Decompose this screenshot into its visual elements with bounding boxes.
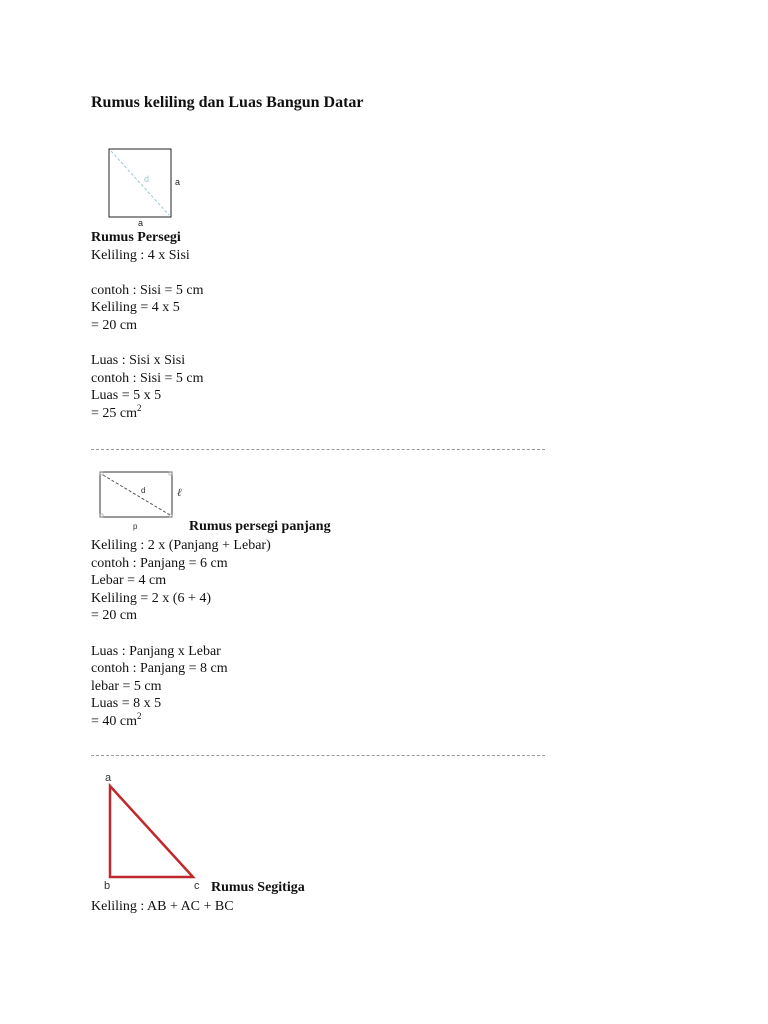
persegi-line: Keliling : 4 x Sisi <box>91 247 190 263</box>
page-title: Rumus keliling dan Luas Bangun Datar <box>91 94 364 111</box>
persegi-panjang-line <box>91 625 271 643</box>
segitiga-line: Keliling : AB + AC + BC <box>91 899 234 914</box>
square-side-right-label: a <box>175 177 181 187</box>
persegi-panjang-line: Luas : Panjang x Lebar <box>91 643 221 659</box>
persegi-result <box>91 402 204 423</box>
square-side-bottom-label: a <box>138 218 144 228</box>
square-diagonal-label: d <box>144 174 150 184</box>
segitiga-heading: Rumus Segitiga <box>211 880 305 895</box>
persegi-panjang-line: Keliling = 2 x (6 + 4) <box>91 590 211 606</box>
persegi-panjang-line: contoh : Panjang = 6 cm <box>91 555 228 571</box>
rectangle-diagonal-label: d <box>141 486 146 495</box>
persegi-line <box>91 264 204 282</box>
persegi-result-sup: 2 <box>137 402 142 413</box>
square-figure <box>100 140 200 230</box>
persegi-panjang-result-text: = 40 cm <box>91 713 137 729</box>
persegi-panjang-section <box>91 537 271 731</box>
persegi-panjang-line: Keliling : 2 x (Panjang + Lebar) <box>91 538 271 553</box>
persegi-panjang-heading: Rumus persegi panjang <box>189 519 331 534</box>
rectangle-figure <box>94 466 194 536</box>
separator <box>91 755 545 756</box>
persegi-line <box>91 335 204 353</box>
persegi-heading: Rumus Persegi <box>91 230 181 245</box>
triangle-figure <box>100 768 212 892</box>
persegi-panjang-result <box>91 710 271 731</box>
persegi-panjang-line: lebar = 5 cm <box>91 678 162 694</box>
persegi-panjang-line: Luas = 8 x 5 <box>91 696 162 712</box>
persegi-line: Keliling = 4 x 5 <box>91 300 180 316</box>
triangle-vertex-b-label: b <box>104 880 111 892</box>
persegi-line: Luas = 5 x 5 <box>91 388 162 404</box>
persegi-line: contoh : Sisi = 5 cm <box>91 282 204 298</box>
separator <box>91 449 545 450</box>
persegi-panjang-line: = 20 cm <box>91 608 137 624</box>
persegi-line: contoh : Sisi = 5 cm <box>91 370 204 386</box>
rectangle-length-label: p <box>133 522 138 531</box>
persegi-line: = 20 cm <box>91 317 137 333</box>
persegi-panjang-line: contoh : Panjang = 8 cm <box>91 661 228 677</box>
segitiga-section <box>91 898 234 916</box>
triangle-vertex-a-label: a <box>105 772 112 784</box>
persegi-section <box>91 229 204 423</box>
persegi-panjang-result-sup: 2 <box>137 710 142 721</box>
persegi-result-text: = 25 cm <box>91 405 137 421</box>
rectangle-width-label: ℓ <box>177 487 182 499</box>
persegi-line: Luas : Sisi x Sisi <box>91 353 186 369</box>
persegi-panjang-line: Lebar = 4 cm <box>91 573 167 589</box>
triangle-vertex-c-label: c <box>194 880 200 892</box>
